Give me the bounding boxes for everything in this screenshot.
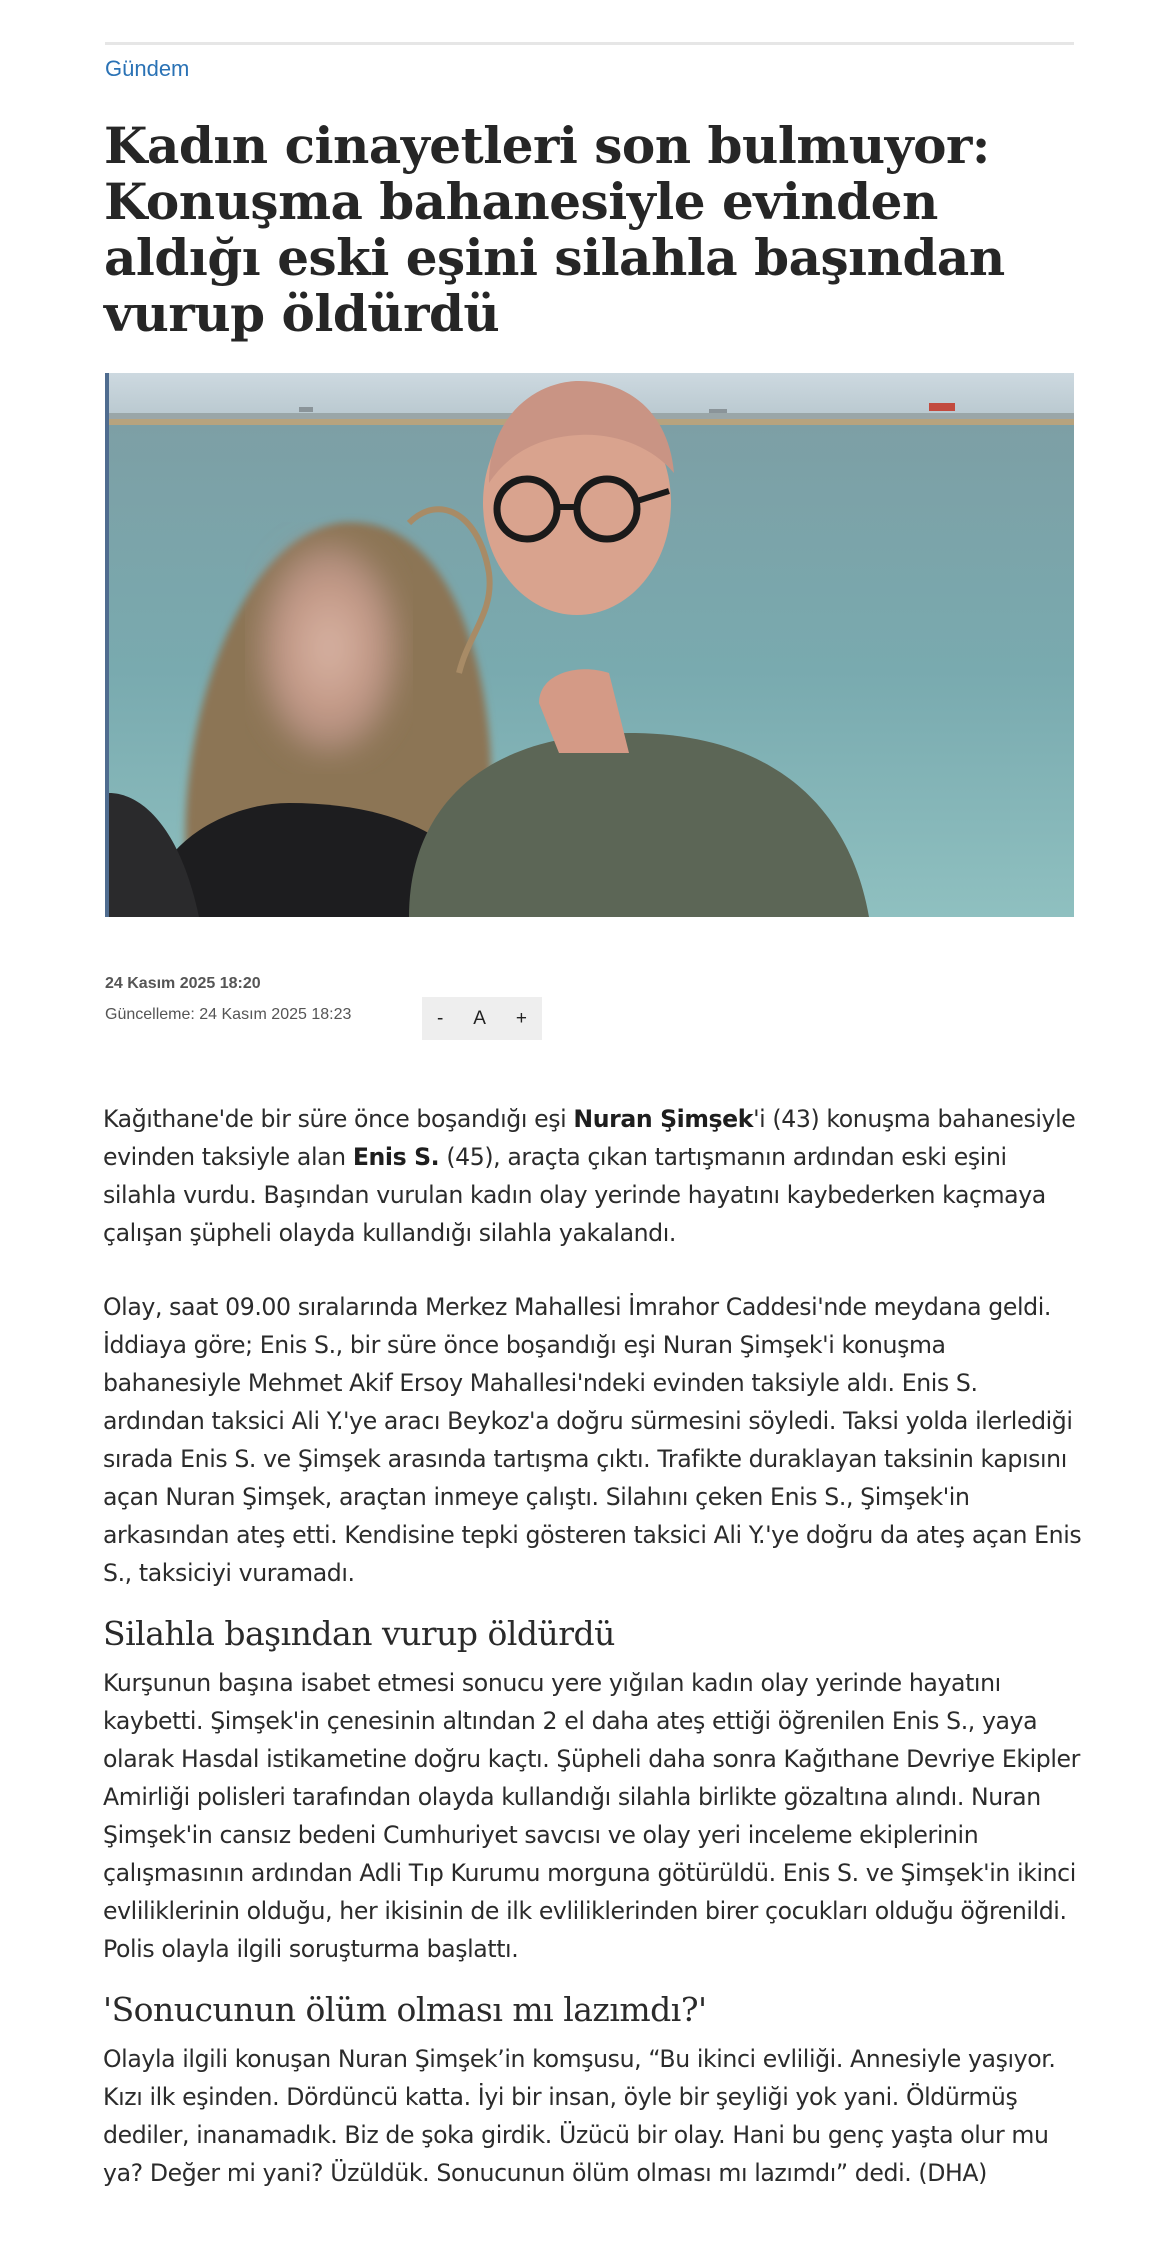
article-paragraph-1 — [103, 1100, 1083, 1252]
article-paragraph-3: Kurşunun başına isabet etmesi sonucu yere yığılan kadın olay yerinde hayatını kaybetti. Şimşek'in çenesinin altından 2 el daha ateş ettiği öğrenilen Enis S., yaya olarak Hasdal istikametine doğru kaçtı. Şüpheli daha sonra Kağıthane Devriye Ekipler Amirliği polisleri tarafından olayda kullandığı silahla birlikte gözaltına alındı. Nuran Şimşek'in cansız bedeni Cumhuriyet savcısı ve olay yeri inceleme ekiplerinin çalışmasının ardından Adli Tıp Kurumu morguna götürüldü. Enis S. ve Şimşek'in ikinci evliliklerinin olduğu, her ikisinin de ilk evliliklerinden birer çocukları olduğu öğrenildi. Polis olayla ilgili soruşturma başlattı. — [103, 1669, 1080, 1963]
updated-date: Güncelleme: 24 Kasım 2025 18:23 — [105, 1006, 352, 1023]
hero-image — [105, 373, 1074, 917]
article-paragraph-4: Olayla ilgili konuşan Nuran Şimşek’in komşusu, “Bu ikinci evliliği. Annesiyle yaşıyor. Kızı ilk eşinden. Dördüncü katta. İyi bir insan, öyle bir şeyliği yok yani. Öldürmüş dediler, inanamadık. Biz de şoka girdik. Üzücü bir olay. Hani bu genç yaşta olur mu ya? Değer mi yani? Üzüldük. Sonucunun ölüm olması mı lazımdı” dedi. (DHA) — [103, 2045, 1056, 2187]
article-body — [103, 1100, 1083, 2192]
article-paragraph-2: Olay, saat 09.00 sıralarında Merkez Mahallesi İmrahor Caddesi'nde meydana geldi. İddiaya göre; Enis S., bir süre önce boşandığı eşi Nuran Şimşek'i konuşma bahanesiyle Mehmet Akif Ersoy Mahallesi'ndeki evinden taksiyle aldı. Enis S. ardından taksici Ali Y.'ye aracı Beykoz'a doğru sürmesini söyledi. Taksi yolda ilerlediği sırada Enis S. ve Şimşek arasında tartışma çıktı. Trafikte duraklayan taksinin kapısını açan Nuran Şimşek, araçtan inmeye çalıştı. Silahını çeken Enis S., Şimşek'in arkasından ateş etti. Kendisine tepki gösteren taksici Ali Y.'ye doğru da ateş açan Enis S., taksiciyi vuramadı. — [103, 1293, 1082, 1587]
photo-of-couple-by-sea-icon — [109, 373, 1074, 917]
font-size-controls — [422, 997, 542, 1040]
subheading-2: 'Sonucunun ölüm olması mı lazımdı?' — [103, 1990, 707, 2029]
article-headline: Kadın cinayetleri son bulmuyor: Konuşma bahanesiyle evinden aldığı eski eşini silahla başından vurup öldürdü — [104, 116, 1005, 343]
top-divider — [105, 42, 1074, 45]
paragraph-text: 'i (43) konuşma bahanesiyle evinden taksiyle alan — [103, 1105, 1076, 1171]
victim-name: Nuran Şimşek — [573, 1105, 754, 1133]
paragraph-text: Kağıthane'de bir süre önce boşandığı eşi — [103, 1105, 574, 1133]
font-decrease-button[interactable]: - — [429, 1008, 451, 1030]
font-increase-button[interactable]: + — [508, 1008, 535, 1030]
font-reset-button[interactable]: A — [465, 1008, 494, 1030]
category-link[interactable]: Gündem — [105, 56, 190, 81]
paragraph-text: (45), araçta çıkan tartışmanın ardından eski eşini silahla vurdu. Başından vurulan kadın olay yerinde hayatını kaybederken kaçmaya çalışan şüpheli olayda kullandığı silahla yakalandı. — [103, 1143, 1046, 1247]
suspect-name: Enis S. — [352, 1143, 440, 1171]
subheading-1: Silahla başından vurup öldürdü — [103, 1614, 615, 1653]
article-meta — [105, 975, 351, 1024]
published-date: 24 Kasım 2025 18:20 — [105, 975, 261, 992]
